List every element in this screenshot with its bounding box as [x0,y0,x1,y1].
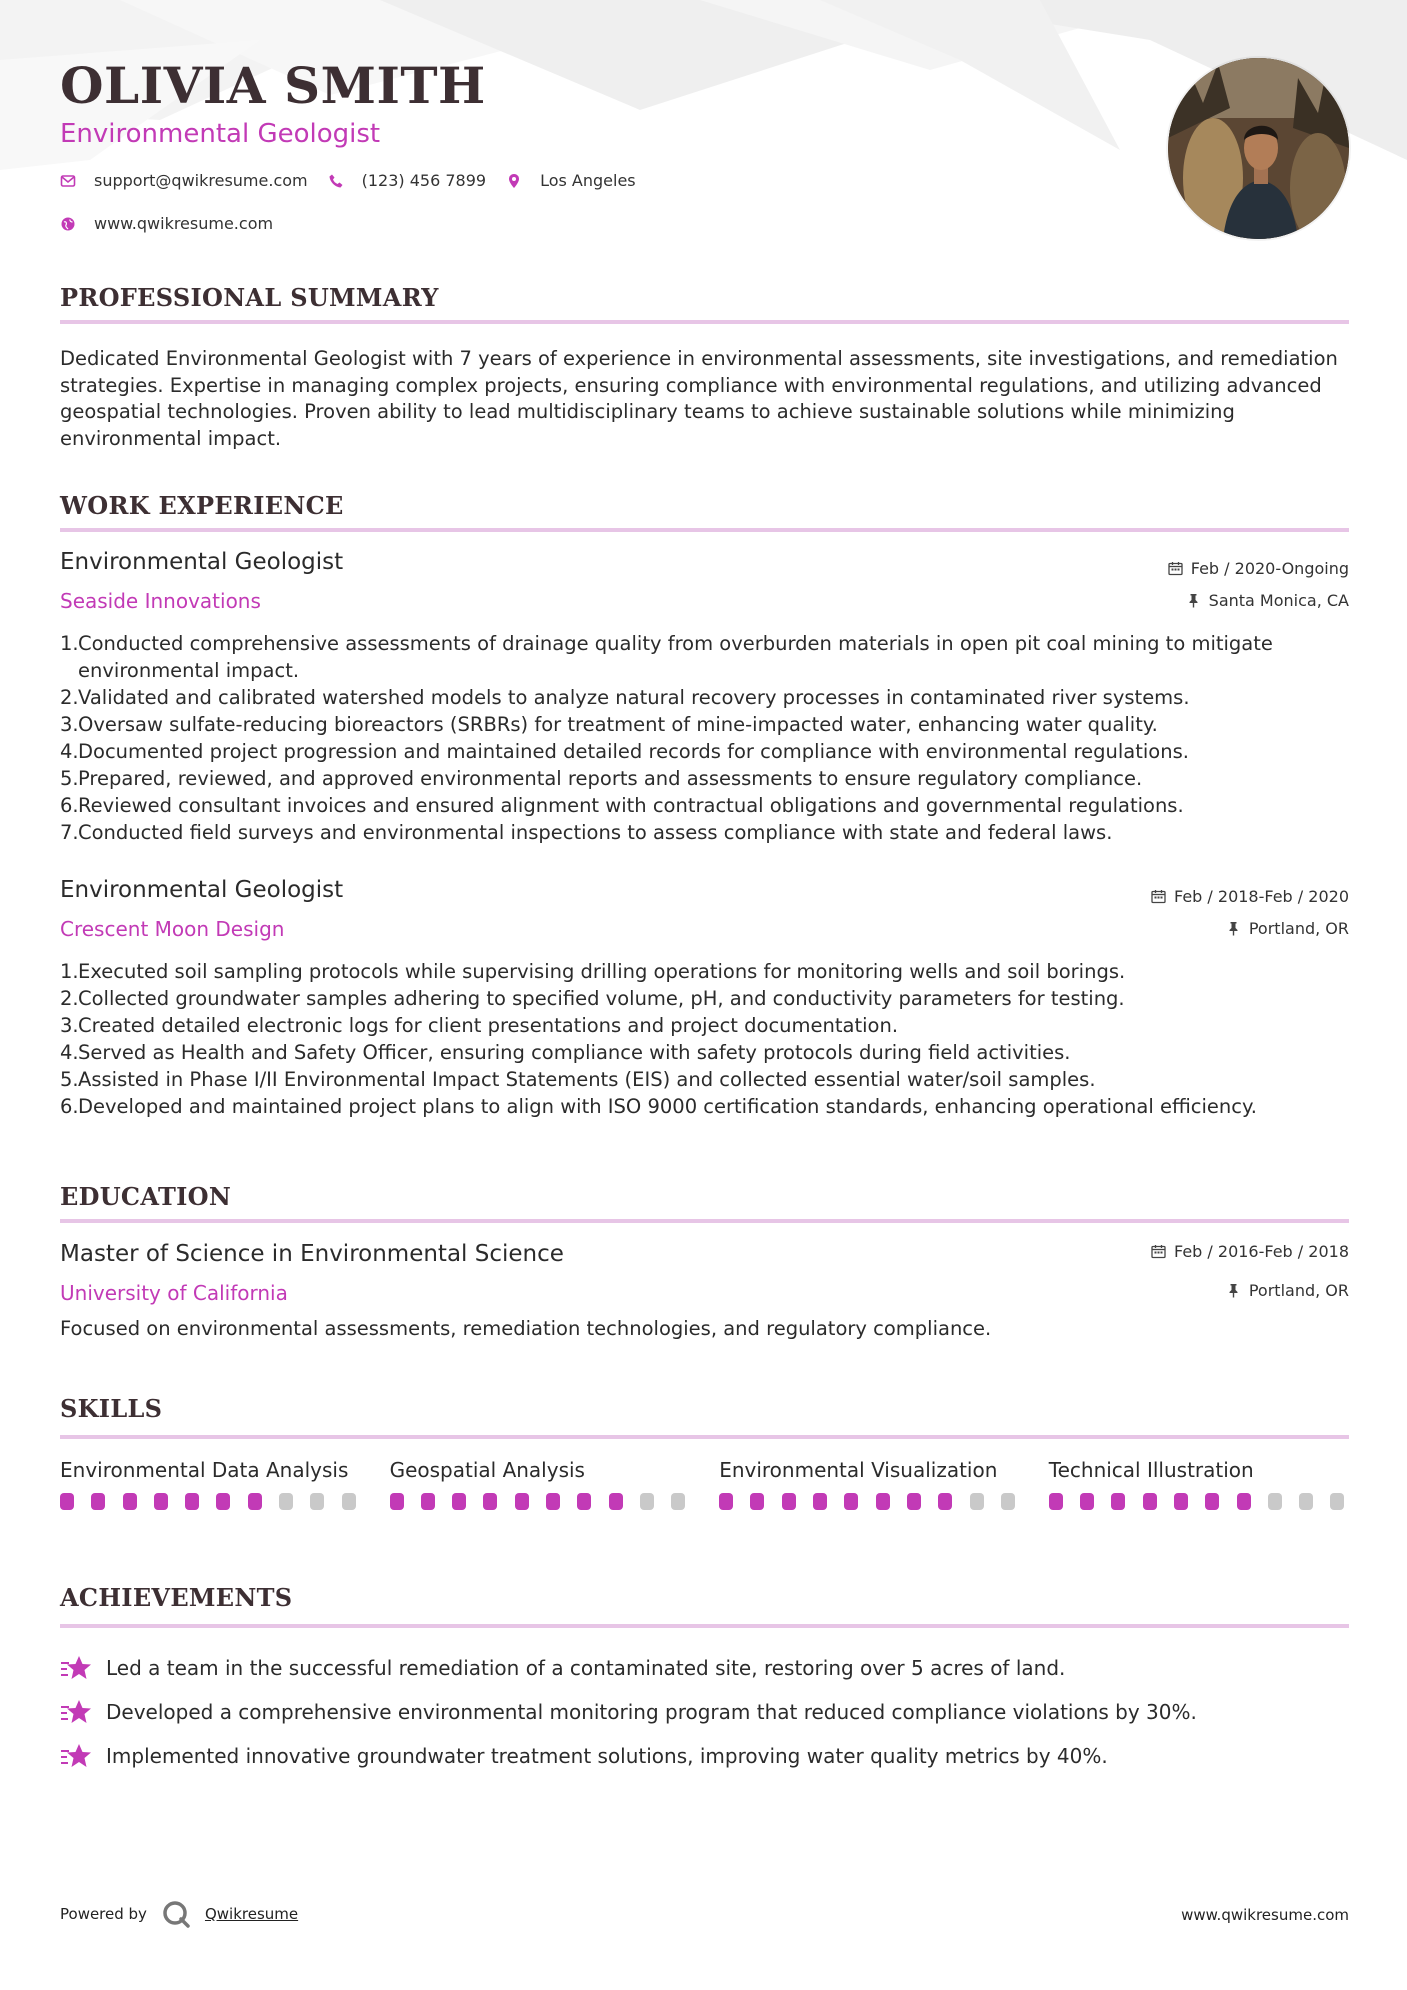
footer-website[interactable]: www.qwikresume.com [1181,1906,1349,1924]
skill-rating-dot [907,1493,921,1510]
achievement-list [60,1646,1197,1778]
section-title-summary: PROFESSIONAL SUMMARY [60,283,439,312]
footer-powered-by [60,1899,298,1929]
map-pin-icon [506,173,522,189]
skill-rating-dot [1299,1493,1313,1510]
qwikresume-logo-icon [161,1899,191,1929]
globe-icon [60,216,76,232]
contact-row-primary [60,171,656,190]
skill-rating-dot [91,1493,105,1510]
skill-rating-dot [609,1493,623,1510]
pushpin-icon [1186,593,1201,608]
skill-rating-dot [421,1493,435,1510]
skill-rating-dot [1174,1493,1188,1510]
skill-rating-dot [1111,1493,1125,1510]
skill-name: Environmental Visualization [719,1458,998,1482]
skill-rating-dot [515,1493,529,1510]
calendar-icon [1151,889,1166,904]
brand-link[interactable]: Qwikresume [204,1905,299,1923]
list-item: 4. Served as Health and Safety Officer, ensuring compliance with safety protocols during field activities. [60,1041,1071,1064]
skill-rating-dot [248,1493,262,1510]
education-location-text: Portland, OR [1248,1281,1349,1300]
list-item: 2. Collected groundwater samples adhering to specified volume, pH, and conductivity parameters for testing. [60,987,1125,1010]
skill-item [60,1457,360,1510]
calendar-icon [1168,561,1183,576]
skill-rating-dot [390,1493,404,1510]
section-title-skills: SKILLS [60,1394,163,1423]
skill-rating-dot [719,1493,733,1510]
education-dates [1151,1242,1349,1261]
list-item: 6. Developed and maintained project plans to align with ISO 9000 certification standards, enhancing operational efficiency. [60,1095,1257,1118]
skill-rating-dot [750,1493,764,1510]
skill-rating-dot [813,1493,827,1510]
skill-rating-dot [310,1493,324,1510]
job-role: Environmental Geologist [60,877,344,903]
skill-rating-dot [154,1493,168,1510]
job-dates-text: Feb / 2020-Ongoing [1190,559,1349,578]
section-divider [60,320,1349,324]
job-bullets [60,958,1349,1120]
skill-rating-dot [1001,1493,1015,1510]
skill-rating [719,1493,1019,1510]
candidate-title: Environmental Geologist [60,119,381,149]
section-divider [60,1624,1349,1628]
skill-rating-dot [1049,1493,1063,1510]
skill-rating-dot [1205,1493,1219,1510]
pushpin-icon [1226,921,1241,936]
skill-rating-dot [279,1493,293,1510]
skill-rating-dot [216,1493,230,1510]
job-dates-text: Feb / 2018-Feb / 2020 [1174,887,1349,906]
pushpin-icon [1226,1283,1241,1298]
skill-rating-dot [1143,1493,1157,1510]
star-icon [60,1698,92,1726]
skill-item [1049,1457,1349,1510]
skill-rating-dot [1268,1493,1282,1510]
section-divider [60,528,1349,532]
powered-by-label: Powered by [60,1905,147,1923]
list-item [60,1646,1197,1690]
skills-grid [60,1457,1349,1510]
skill-item [719,1457,1019,1510]
skill-rating-dot [1080,1493,1094,1510]
skill-rating-dot [876,1493,890,1510]
contact-phone[interactable]: (123) 456 7899 [361,171,487,190]
skill-rating-dot [483,1493,497,1510]
star-icon [60,1742,92,1770]
section-divider [60,1219,1349,1223]
star-icon [60,1654,92,1682]
skill-rating-dot [342,1493,356,1510]
skill-rating-dot [577,1493,591,1510]
calendar-icon [1151,1244,1166,1259]
list-item [60,1690,1197,1734]
education-degree: Master of Science in Environmental Science [60,1241,564,1267]
job-company: Crescent Moon Design [60,917,285,941]
skill-name: Technical Illustration [1048,1458,1254,1482]
profile-photo [1168,58,1349,239]
skill-rating-dot [782,1493,796,1510]
list-item: 5. Prepared, reviewed, and approved environmental reports and assessments to ensure regulatory compliance. [60,767,1143,790]
achievement-text: Developed a comprehensive environmental monitoring program that reduced compliance violations by 30%. [106,1700,1197,1724]
skill-rating [60,1493,360,1510]
list-item: 1. Conducted comprehensive assessments of drainage quality from overburden materials in open pit coal mining to mitigate environmental impact. [60,632,1273,682]
job-dates [1151,887,1349,906]
education-school: University of California [60,1281,288,1305]
skill-rating-dot [671,1493,685,1510]
skill-rating-dot [1237,1493,1251,1510]
job-bullets [60,630,1349,846]
contact-row-secondary [60,214,293,233]
skill-rating-dot [970,1493,984,1510]
candidate-name: OLIVIA SMITH [60,56,486,115]
skill-rating [1049,1493,1349,1510]
skill-rating-dot [185,1493,199,1510]
skill-name: Environmental Data Analysis [60,1458,349,1482]
achievement-text: Led a team in the successful remediation of a contaminated site, restoring over 5 acres of land. [106,1656,1066,1680]
skill-rating-dot [60,1493,74,1510]
skill-rating-dot [1330,1493,1344,1510]
job-location [1226,919,1349,938]
job-dates [1168,559,1349,578]
section-title-experience: WORK EXPERIENCE [60,491,344,520]
list-item: 5. Assisted in Phase I/II Environmental Impact Statements (EIS) and collected essential water/soil samples. [60,1068,1096,1091]
job-location-text: Santa Monica, CA [1208,591,1349,610]
job-company: Seaside Innovations [60,589,261,613]
skill-rating-dot [546,1493,560,1510]
skill-rating-dot [938,1493,952,1510]
skill-rating [390,1493,690,1510]
list-item: 6. Reviewed consultant invoices and ensured alignment with contractual obligations and governmental regulations. [60,794,1184,817]
list-item: 7. Conducted field surveys and environmental inspections to assess compliance with state and federal laws. [60,821,1113,844]
resume-page [60,0,1349,1990]
contact-location: Los Angeles [540,171,636,190]
contact-email[interactable]: support@qwikresume.com [94,171,308,190]
list-item: 3. Oversaw sulfate-reducing bioreactors (SRBRs) for treatment of mine-impacted water, enhancing water quality. [60,713,1158,736]
job-location [1186,591,1349,610]
section-divider [60,1435,1349,1439]
job-role: Environmental Geologist [60,549,344,575]
education-location [1226,1281,1349,1300]
envelope-icon [60,173,76,189]
list-item [60,1734,1197,1778]
list-item: 1. Executed soil sampling protocols while supervising drilling operations for monitoring wells and soil borings. [60,960,1126,983]
education-dates-text: Feb / 2016-Feb / 2018 [1174,1242,1349,1261]
skill-item [390,1457,690,1510]
education-description: Focused on environmental assessments, remediation technologies, and regulatory compliance. [60,1317,992,1340]
skill-name: Geospatial Analysis [389,1458,585,1482]
skill-rating-dot [640,1493,654,1510]
section-title-education: EDUCATION [60,1182,232,1211]
list-item: 2. Validated and calibrated watershed models to analyze natural recovery processes in contaminated river systems. [60,686,1190,709]
summary-text: Dedicated Environmental Geologist with 7 years of experience in environmental assessments, site investigations, and remediation strategies. Expertise in managing complex projects, ensuring compliance with environmental regulations, and utilizing advanced geospatial technologies. Proven ability to lead multidisciplinary teams to achieve sustainable solutions while minimizing environmental impact. [60,347,1338,450]
job-location-text: Portland, OR [1248,919,1349,938]
section-title-achievements: ACHIEVEMENTS [60,1583,293,1612]
list-item: 4. Documented project progression and maintained detailed records for compliance with environmental regulations. [60,740,1189,763]
phone-icon [328,173,344,189]
list-item: 3. Created detailed electronic logs for client presentations and project documentation. [60,1014,899,1037]
contact-website[interactable]: www.qwikresume.com [94,214,274,233]
skill-rating-dot [844,1493,858,1510]
skill-rating-dot [452,1493,466,1510]
achievement-text: Implemented innovative groundwater treatment solutions, improving water quality metrics by 40%. [106,1744,1108,1768]
skill-rating-dot [123,1493,137,1510]
